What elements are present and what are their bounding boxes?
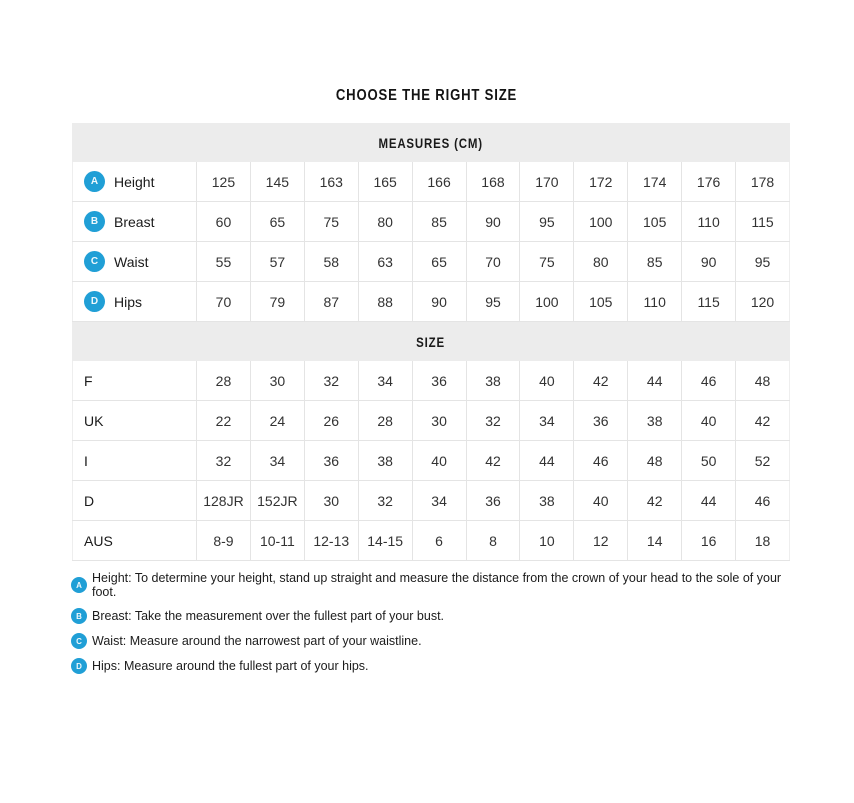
table-cell: 75 [304,202,358,241]
table-cell: 40 [519,361,573,400]
table-cell: 70 [196,282,250,321]
table-cell: 85 [412,202,466,241]
table-row [72,162,790,202]
table-cell: 36 [466,481,520,520]
table-cell: 32 [466,401,520,440]
table-cell: 12-13 [304,521,358,560]
measure-badge-b: B [71,608,87,624]
table-cell: 110 [681,202,735,241]
measures-rows [72,162,790,322]
row-label-cell [72,202,196,241]
table-cell: 178 [735,162,790,201]
footnote-text: Hips: Measure around the fullest part of your hips. [92,659,369,673]
table-cell: 44 [519,441,573,480]
measure-badge-c: C [71,633,87,649]
table-cell: 58 [304,242,358,281]
table-row [72,361,790,401]
table-cell: 79 [250,282,304,321]
table-row [72,481,790,521]
table-cell: 87 [304,282,358,321]
table-cell: 115 [681,282,735,321]
table-cell: 88 [358,282,412,321]
row-label: AUS [84,532,113,549]
table-cell: 90 [681,242,735,281]
table-cell: 46 [573,441,627,480]
table-cell: 8-9 [196,521,250,560]
table-cell: 32 [358,481,412,520]
table-row [72,521,790,561]
table-cell: 166 [412,162,466,201]
table-cell: 30 [412,401,466,440]
table-cell: 120 [735,282,790,321]
footnote-line [71,633,793,649]
table-cell: 65 [250,202,304,241]
table-cell: 80 [358,202,412,241]
table-cell: 125 [196,162,250,201]
table-cell: 63 [358,242,412,281]
table-cell: 145 [250,162,304,201]
footnote-line [71,571,793,599]
table-cell: 110 [627,282,681,321]
table-cell: 176 [681,162,735,201]
table-cell: 165 [358,162,412,201]
table-cell: 22 [196,401,250,440]
table-cell: 60 [196,202,250,241]
page-title [0,87,854,105]
footnote-text: Waist: Measure around the narrowest part of your waistline. [92,634,422,648]
table-cell: 6 [412,521,466,560]
table-cell: 36 [573,401,627,440]
table-cell: 46 [735,481,790,520]
table-row [72,282,790,322]
table-cell: 90 [466,202,520,241]
table-cell: 32 [304,361,358,400]
table-cell: 42 [627,481,681,520]
table-cell: 40 [681,401,735,440]
table-cell: 115 [735,202,790,241]
table-cell: 34 [358,361,412,400]
table-cell: 95 [466,282,520,321]
measure-badge-b: B [84,211,105,232]
row-label-cell [72,242,196,281]
size-rows [72,361,790,561]
table-cell: 172 [573,162,627,201]
row-label-cell [72,481,196,520]
table-cell: 65 [412,242,466,281]
table-cell: 30 [250,361,304,400]
row-label-cell [72,441,196,480]
table-cell: 105 [573,282,627,321]
table-cell: 174 [627,162,681,201]
table-cell: 24 [250,401,304,440]
table-cell: 10 [519,521,573,560]
table-cell: 34 [519,401,573,440]
measure-badge-c: C [84,251,105,272]
row-label-cell [72,162,196,201]
row-label: I [84,452,88,469]
table-cell: 75 [519,242,573,281]
table-cell: 44 [627,361,681,400]
page-title-text: CHOOSE THE RIGHT SIZE [336,87,518,104]
row-label-cell [72,401,196,440]
table-cell: 85 [627,242,681,281]
measure-badge-a: A [71,577,87,593]
table-cell: 40 [412,441,466,480]
table-cell: 163 [304,162,358,201]
size-section-header [72,322,790,361]
table-cell: 40 [573,481,627,520]
table-cell: 100 [519,282,573,321]
table-row [72,242,790,282]
table-cell: 32 [196,441,250,480]
table-cell: 38 [358,441,412,480]
table-cell: 152JR [250,481,304,520]
table-cell: 55 [196,242,250,281]
table-cell: 36 [412,361,466,400]
table-cell: 28 [196,361,250,400]
table-cell: 42 [466,441,520,480]
table-cell: 128JR [196,481,250,520]
table-cell: 70 [466,242,520,281]
table-cell: 10-11 [250,521,304,560]
table-cell: 16 [681,521,735,560]
table-cell: 48 [735,361,790,400]
row-label: Waist [114,253,149,270]
table-cell: 38 [627,401,681,440]
size-header-text: SIZE [416,333,446,350]
measures-section-header [72,123,790,162]
row-label: UK [84,412,104,429]
row-label-cell [72,361,196,400]
table-cell: 14 [627,521,681,560]
footnote-text: Height: To determine your height, stand up straight and measure the distance from the crown of your head to the sole of your foot. [92,571,782,599]
table-cell: 80 [573,242,627,281]
table-cell: 34 [412,481,466,520]
row-label: Hips [114,293,143,310]
row-label-cell [72,521,196,560]
table-cell: 8 [466,521,520,560]
table-row [72,401,790,441]
table-cell: 46 [681,361,735,400]
measures-header-text: MEASURES (CM) [378,134,484,151]
table-cell: 30 [304,481,358,520]
table-cell: 28 [358,401,412,440]
table-cell: 100 [573,202,627,241]
table-cell: 38 [466,361,520,400]
footnote-line [71,658,793,674]
table-cell: 95 [735,242,790,281]
table-cell: 18 [735,521,790,560]
table-cell: 105 [627,202,681,241]
table-cell: 42 [573,361,627,400]
table-cell: 44 [681,481,735,520]
measure-badge-a: A [84,171,105,192]
table-cell: 38 [519,481,573,520]
table-cell: 12 [573,521,627,560]
table-row [72,441,790,481]
table-cell: 14-15 [358,521,412,560]
size-guide-table [72,123,790,561]
table-cell: 170 [519,162,573,201]
table-cell: 90 [412,282,466,321]
table-cell: 48 [627,441,681,480]
table-row [72,202,790,242]
measure-badge-d: D [84,291,105,312]
row-label: Breast [114,213,155,230]
table-cell: 26 [304,401,358,440]
table-cell: 50 [681,441,735,480]
row-label: Height [114,173,155,190]
footnote-line [71,608,793,624]
footnotes [71,571,793,683]
row-label: F [84,372,93,389]
table-cell: 34 [250,441,304,480]
row-label: D [84,492,95,509]
footnote-text: Breast: Take the measurement over the fullest part of your bust. [92,609,445,623]
table-cell: 57 [250,242,304,281]
measure-badge-d: D [71,658,87,674]
table-cell: 36 [304,441,358,480]
table-cell: 168 [466,162,520,201]
table-cell: 42 [735,401,790,440]
table-cell: 52 [735,441,790,480]
table-cell: 95 [519,202,573,241]
row-label-cell [72,282,196,321]
